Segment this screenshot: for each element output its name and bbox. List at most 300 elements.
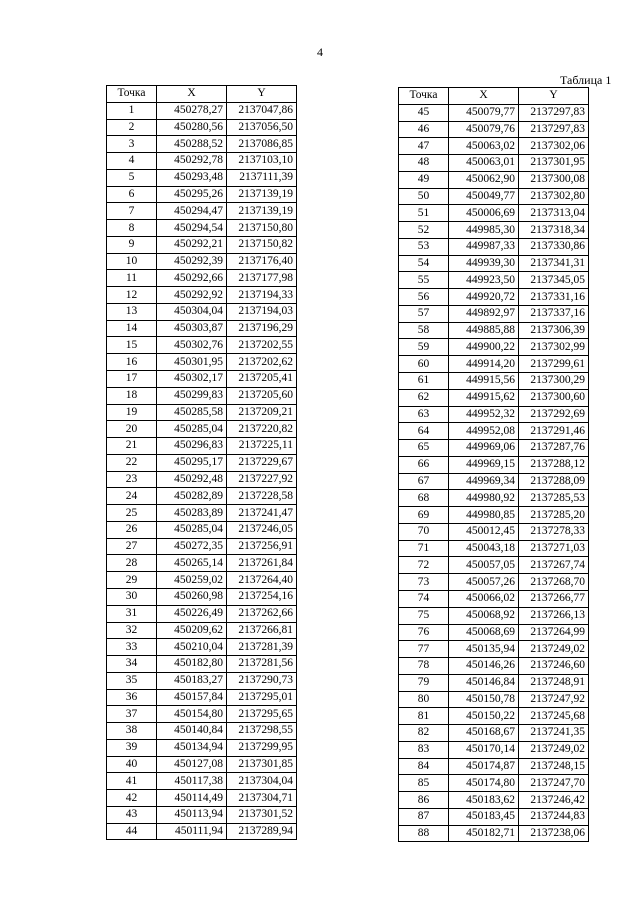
point-number-cell: 14 (107, 320, 157, 337)
y-coordinate-cell: 2137295,65 (227, 706, 297, 723)
point-number-cell: 26 (107, 521, 157, 538)
point-number-cell: 22 (107, 454, 157, 471)
x-coordinate-cell: 449985,30 (449, 222, 519, 239)
y-coordinate-cell: 2137271,03 (519, 540, 589, 557)
y-coordinate-cell: 2137304,04 (227, 773, 297, 790)
y-coordinate-cell: 2137268,70 (519, 574, 589, 591)
x-coordinate-cell: 450183,27 (157, 672, 227, 689)
table-row (107, 572, 297, 589)
y-coordinate-cell: 2137331,16 (519, 289, 589, 306)
point-number-cell: 61 (399, 373, 449, 390)
y-coordinate-cell: 2137209,21 (227, 404, 297, 421)
table-row (107, 253, 297, 270)
x-coordinate-cell: 450292,78 (157, 153, 227, 170)
point-number-cell: 70 (399, 523, 449, 540)
point-number-cell: 23 (107, 471, 157, 488)
table-row (107, 220, 297, 237)
table-row (107, 823, 297, 840)
table-row (107, 622, 297, 639)
y-coordinate-cell: 2137281,39 (227, 639, 297, 656)
table-row (399, 205, 589, 222)
x-coordinate-cell: 450006,69 (449, 205, 519, 222)
y-coordinate-cell: 2137288,09 (519, 473, 589, 490)
point-number-cell: 81 (399, 708, 449, 725)
table-row (107, 438, 297, 455)
x-coordinate-cell: 449915,56 (449, 373, 519, 390)
y-coordinate-cell: 2137341,31 (519, 255, 589, 272)
column-header-x: X (157, 86, 227, 103)
table-row (107, 505, 297, 522)
table-row (107, 521, 297, 538)
x-coordinate-cell: 449885,88 (449, 322, 519, 339)
point-number-cell: 75 (399, 607, 449, 624)
page-number: 4 (317, 45, 323, 59)
coordinates-table-left (106, 85, 297, 840)
table-row (399, 104, 589, 121)
x-coordinate-cell: 450150,78 (449, 691, 519, 708)
point-number-cell: 1 (107, 102, 157, 119)
y-coordinate-cell: 2137281,56 (227, 656, 297, 673)
point-number-cell: 45 (399, 104, 449, 121)
table-row (107, 236, 297, 253)
table-row (107, 404, 297, 421)
x-coordinate-cell: 450278,27 (157, 102, 227, 119)
x-coordinate-cell: 450127,08 (157, 756, 227, 773)
x-coordinate-cell: 450062,90 (449, 171, 519, 188)
y-coordinate-cell: 2137056,50 (227, 119, 297, 136)
y-coordinate-cell: 2137241,47 (227, 505, 297, 522)
table-row (107, 387, 297, 404)
y-coordinate-cell: 2137301,52 (227, 806, 297, 823)
x-coordinate-cell: 449969,06 (449, 440, 519, 457)
y-coordinate-cell: 2137291,46 (519, 423, 589, 440)
table-row (107, 371, 297, 388)
table-row (399, 121, 589, 138)
y-coordinate-cell: 2137194,33 (227, 287, 297, 304)
table-row (399, 255, 589, 272)
point-number-cell: 59 (399, 339, 449, 356)
x-coordinate-cell: 450111,94 (157, 823, 227, 840)
point-number-cell: 67 (399, 473, 449, 490)
x-coordinate-cell: 450068,92 (449, 607, 519, 624)
point-number-cell: 9 (107, 236, 157, 253)
table-row (399, 808, 589, 825)
x-coordinate-cell: 449952,08 (449, 423, 519, 440)
point-number-cell: 56 (399, 289, 449, 306)
table-row (399, 725, 589, 742)
point-number-cell: 71 (399, 540, 449, 557)
y-coordinate-cell: 2137264,40 (227, 572, 297, 589)
y-coordinate-cell: 2137290,73 (227, 672, 297, 689)
point-number-cell: 48 (399, 155, 449, 172)
table-row (107, 555, 297, 572)
x-coordinate-cell: 449923,50 (449, 272, 519, 289)
x-coordinate-cell: 450174,80 (449, 775, 519, 792)
point-number-cell: 88 (399, 825, 449, 842)
table-row (399, 423, 589, 440)
y-coordinate-cell: 2137150,80 (227, 220, 297, 237)
x-coordinate-cell: 450294,54 (157, 220, 227, 237)
point-number-cell: 49 (399, 171, 449, 188)
x-coordinate-cell: 450135,94 (449, 641, 519, 658)
y-coordinate-cell: 2137238,06 (519, 825, 589, 842)
table-row (107, 706, 297, 723)
table-row (107, 756, 297, 773)
point-number-cell: 30 (107, 588, 157, 605)
point-number-cell: 43 (107, 806, 157, 823)
point-number-cell: 19 (107, 404, 157, 421)
point-number-cell: 10 (107, 253, 157, 270)
table-row (399, 490, 589, 507)
point-number-cell: 29 (107, 572, 157, 589)
point-number-cell: 54 (399, 255, 449, 272)
point-number-cell: 79 (399, 674, 449, 691)
y-coordinate-cell: 2137300,29 (519, 373, 589, 390)
y-coordinate-cell: 2137247,70 (519, 775, 589, 792)
table-row (107, 790, 297, 807)
table-row (399, 674, 589, 691)
point-number-cell: 42 (107, 790, 157, 807)
y-coordinate-cell: 2137337,16 (519, 305, 589, 322)
point-number-cell: 39 (107, 739, 157, 756)
table-header-row (399, 88, 589, 105)
x-coordinate-cell: 450114,49 (157, 790, 227, 807)
point-number-cell: 57 (399, 305, 449, 322)
x-coordinate-cell: 450079,77 (449, 104, 519, 121)
y-coordinate-cell: 2137202,55 (227, 337, 297, 354)
x-coordinate-cell: 449980,92 (449, 490, 519, 507)
x-coordinate-cell: 450282,89 (157, 488, 227, 505)
table-row (107, 337, 297, 354)
point-number-cell: 34 (107, 656, 157, 673)
point-number-cell: 24 (107, 488, 157, 505)
x-coordinate-cell: 450294,47 (157, 203, 227, 220)
x-coordinate-cell: 450285,58 (157, 404, 227, 421)
table-row (107, 689, 297, 706)
table-row (107, 303, 297, 320)
point-number-cell: 80 (399, 691, 449, 708)
table-row (399, 406, 589, 423)
y-coordinate-cell: 2137177,98 (227, 270, 297, 287)
x-coordinate-cell: 450295,26 (157, 186, 227, 203)
table-row (107, 102, 297, 119)
point-number-cell: 36 (107, 689, 157, 706)
y-coordinate-cell: 2137300,60 (519, 389, 589, 406)
point-number-cell: 40 (107, 756, 157, 773)
table-row (107, 806, 297, 823)
point-number-cell: 65 (399, 440, 449, 457)
x-coordinate-cell: 450292,21 (157, 236, 227, 253)
x-coordinate-cell: 450293,48 (157, 169, 227, 186)
table-row (107, 320, 297, 337)
x-coordinate-cell: 450146,26 (449, 658, 519, 675)
table-row (399, 574, 589, 591)
column-header-x: X (449, 88, 519, 105)
x-coordinate-cell: 450292,92 (157, 287, 227, 304)
y-coordinate-cell: 2137299,95 (227, 739, 297, 756)
table-row (399, 322, 589, 339)
point-number-cell: 33 (107, 639, 157, 656)
x-coordinate-cell: 450265,14 (157, 555, 227, 572)
point-number-cell: 18 (107, 387, 157, 404)
table-caption: Таблица 1 (560, 73, 612, 87)
y-coordinate-cell: 2137245,68 (519, 708, 589, 725)
point-number-cell: 52 (399, 222, 449, 239)
y-coordinate-cell: 2137248,15 (519, 758, 589, 775)
column-header-y: Y (227, 86, 297, 103)
x-coordinate-cell: 450113,94 (157, 806, 227, 823)
table-row (107, 454, 297, 471)
x-coordinate-cell: 450292,66 (157, 270, 227, 287)
x-coordinate-cell: 449892,97 (449, 305, 519, 322)
x-coordinate-cell: 450068,69 (449, 624, 519, 641)
x-coordinate-cell: 450302,17 (157, 371, 227, 388)
coordinates-table-right (398, 87, 589, 842)
point-number-cell: 55 (399, 272, 449, 289)
x-coordinate-cell: 450183,62 (449, 792, 519, 809)
point-number-cell: 84 (399, 758, 449, 775)
x-coordinate-cell: 450295,17 (157, 454, 227, 471)
point-number-cell: 76 (399, 624, 449, 641)
y-coordinate-cell: 2137254,16 (227, 588, 297, 605)
y-coordinate-cell: 2137306,39 (519, 322, 589, 339)
x-coordinate-cell: 450063,01 (449, 155, 519, 172)
point-number-cell: 78 (399, 658, 449, 675)
table-row (399, 138, 589, 155)
point-number-cell: 46 (399, 121, 449, 138)
point-number-cell: 51 (399, 205, 449, 222)
y-coordinate-cell: 2137244,83 (519, 808, 589, 825)
point-number-cell: 15 (107, 337, 157, 354)
table-row (399, 741, 589, 758)
y-coordinate-cell: 2137297,83 (519, 104, 589, 121)
point-number-cell: 69 (399, 507, 449, 524)
x-coordinate-cell: 450296,83 (157, 438, 227, 455)
y-coordinate-cell: 2137266,13 (519, 607, 589, 624)
y-coordinate-cell: 2137139,19 (227, 203, 297, 220)
point-number-cell: 50 (399, 188, 449, 205)
table-row (107, 421, 297, 438)
x-coordinate-cell: 450066,02 (449, 590, 519, 607)
y-coordinate-cell: 2137246,05 (227, 521, 297, 538)
y-coordinate-cell: 2137086,85 (227, 136, 297, 153)
y-coordinate-cell: 2137295,01 (227, 689, 297, 706)
x-coordinate-cell: 450168,67 (449, 725, 519, 742)
x-coordinate-cell: 450117,38 (157, 773, 227, 790)
x-coordinate-cell: 450210,04 (157, 639, 227, 656)
table-row (399, 708, 589, 725)
table-row (399, 473, 589, 490)
column-header-y: Y (519, 88, 589, 105)
y-coordinate-cell: 2137345,05 (519, 272, 589, 289)
y-coordinate-cell: 2137304,71 (227, 790, 297, 807)
x-coordinate-cell: 449914,20 (449, 356, 519, 373)
point-number-cell: 3 (107, 136, 157, 153)
table-row (399, 238, 589, 255)
x-coordinate-cell: 450285,04 (157, 521, 227, 538)
point-number-cell: 7 (107, 203, 157, 220)
table-row (399, 691, 589, 708)
table-row (399, 272, 589, 289)
y-coordinate-cell: 2137297,83 (519, 121, 589, 138)
y-coordinate-cell: 2137228,58 (227, 488, 297, 505)
y-coordinate-cell: 2137229,67 (227, 454, 297, 471)
table-row (107, 203, 297, 220)
point-number-cell: 28 (107, 555, 157, 572)
table-row (107, 656, 297, 673)
point-number-cell: 37 (107, 706, 157, 723)
y-coordinate-cell: 2137302,06 (519, 138, 589, 155)
x-coordinate-cell: 450146,84 (449, 674, 519, 691)
table-row (107, 488, 297, 505)
point-number-cell: 35 (107, 672, 157, 689)
y-coordinate-cell: 2137298,55 (227, 723, 297, 740)
table-row (399, 440, 589, 457)
x-coordinate-cell: 450057,26 (449, 574, 519, 591)
y-coordinate-cell: 2137205,60 (227, 387, 297, 404)
y-coordinate-cell: 2137266,77 (519, 590, 589, 607)
table-row (107, 723, 297, 740)
table-row (399, 758, 589, 775)
x-coordinate-cell: 449939,30 (449, 255, 519, 272)
y-coordinate-cell: 2137301,85 (227, 756, 297, 773)
point-number-cell: 68 (399, 490, 449, 507)
x-coordinate-cell: 450079,76 (449, 121, 519, 138)
x-coordinate-cell: 450292,48 (157, 471, 227, 488)
table-row (399, 557, 589, 574)
x-coordinate-cell: 449980,85 (449, 507, 519, 524)
x-coordinate-cell: 450304,04 (157, 303, 227, 320)
y-coordinate-cell: 2137262,66 (227, 605, 297, 622)
table-row (399, 540, 589, 557)
table-row (107, 270, 297, 287)
y-coordinate-cell: 2137139,19 (227, 186, 297, 203)
x-coordinate-cell: 450272,35 (157, 538, 227, 555)
point-number-cell: 5 (107, 169, 157, 186)
x-coordinate-cell: 450063,02 (449, 138, 519, 155)
table-row (107, 538, 297, 555)
table-row (399, 775, 589, 792)
x-coordinate-cell: 450283,89 (157, 505, 227, 522)
point-number-cell: 11 (107, 270, 157, 287)
y-coordinate-cell: 2137194,03 (227, 303, 297, 320)
x-coordinate-cell: 450259,02 (157, 572, 227, 589)
y-coordinate-cell: 2137318,34 (519, 222, 589, 239)
point-number-cell: 21 (107, 438, 157, 455)
y-coordinate-cell: 2137267,74 (519, 557, 589, 574)
y-coordinate-cell: 2137225,11 (227, 438, 297, 455)
y-coordinate-cell: 2137330,86 (519, 238, 589, 255)
x-coordinate-cell: 449969,15 (449, 456, 519, 473)
y-coordinate-cell: 2137047,86 (227, 102, 297, 119)
table-row (107, 153, 297, 170)
x-coordinate-cell: 449920,72 (449, 289, 519, 306)
point-number-cell: 87 (399, 808, 449, 825)
point-number-cell: 38 (107, 723, 157, 740)
point-number-cell: 17 (107, 371, 157, 388)
point-number-cell: 58 (399, 322, 449, 339)
point-number-cell: 20 (107, 421, 157, 438)
y-coordinate-cell: 2137103,10 (227, 153, 297, 170)
table-row (399, 825, 589, 842)
y-coordinate-cell: 2137285,20 (519, 507, 589, 524)
table-row (399, 171, 589, 188)
y-coordinate-cell: 2137301,95 (519, 155, 589, 172)
point-number-cell: 74 (399, 590, 449, 607)
y-coordinate-cell: 2137248,91 (519, 674, 589, 691)
table-row (399, 507, 589, 524)
point-number-cell: 12 (107, 287, 157, 304)
point-number-cell: 4 (107, 153, 157, 170)
x-coordinate-cell: 450157,84 (157, 689, 227, 706)
point-number-cell: 60 (399, 356, 449, 373)
x-coordinate-cell: 450285,04 (157, 421, 227, 438)
y-coordinate-cell: 2137288,12 (519, 456, 589, 473)
y-coordinate-cell: 2137287,76 (519, 440, 589, 457)
table-row (399, 188, 589, 205)
table-row (107, 136, 297, 153)
x-coordinate-cell: 450183,45 (449, 808, 519, 825)
x-coordinate-cell: 450174,87 (449, 758, 519, 775)
table-row (399, 658, 589, 675)
y-coordinate-cell: 2137246,60 (519, 658, 589, 675)
x-coordinate-cell: 450182,71 (449, 825, 519, 842)
table-row (399, 389, 589, 406)
x-coordinate-cell: 449987,33 (449, 238, 519, 255)
point-number-cell: 82 (399, 725, 449, 742)
x-coordinate-cell: 450049,77 (449, 188, 519, 205)
point-number-cell: 83 (399, 741, 449, 758)
x-coordinate-cell: 450226,49 (157, 605, 227, 622)
table-row (107, 605, 297, 622)
x-coordinate-cell: 449900,22 (449, 339, 519, 356)
table-row (399, 456, 589, 473)
y-coordinate-cell: 2137176,40 (227, 253, 297, 270)
point-number-cell: 25 (107, 505, 157, 522)
y-coordinate-cell: 2137313,04 (519, 205, 589, 222)
point-number-cell: 64 (399, 423, 449, 440)
x-coordinate-cell: 450209,62 (157, 622, 227, 639)
y-coordinate-cell: 2137266,81 (227, 622, 297, 639)
y-coordinate-cell: 2137247,92 (519, 691, 589, 708)
point-number-cell: 72 (399, 557, 449, 574)
table-row (107, 588, 297, 605)
y-coordinate-cell: 2137196,29 (227, 320, 297, 337)
y-coordinate-cell: 2137202,62 (227, 354, 297, 371)
y-coordinate-cell: 2137241,35 (519, 725, 589, 742)
x-coordinate-cell: 450302,76 (157, 337, 227, 354)
x-coordinate-cell: 449952,32 (449, 406, 519, 423)
y-coordinate-cell: 2137300,08 (519, 171, 589, 188)
table-body-left (107, 102, 297, 840)
table-row (399, 792, 589, 809)
point-number-cell: 86 (399, 792, 449, 809)
table-row (399, 641, 589, 658)
y-coordinate-cell: 2137246,42 (519, 792, 589, 809)
table-row (399, 155, 589, 172)
x-coordinate-cell: 449969,34 (449, 473, 519, 490)
table-row (107, 639, 297, 656)
column-header-point: Точка (399, 88, 449, 105)
x-coordinate-cell: 450288,52 (157, 136, 227, 153)
x-coordinate-cell: 450260,98 (157, 588, 227, 605)
table-row (107, 739, 297, 756)
x-coordinate-cell: 450182,80 (157, 656, 227, 673)
y-coordinate-cell: 2137264,99 (519, 624, 589, 641)
table-header-row (107, 86, 297, 103)
point-number-cell: 13 (107, 303, 157, 320)
y-coordinate-cell: 2137256,91 (227, 538, 297, 555)
